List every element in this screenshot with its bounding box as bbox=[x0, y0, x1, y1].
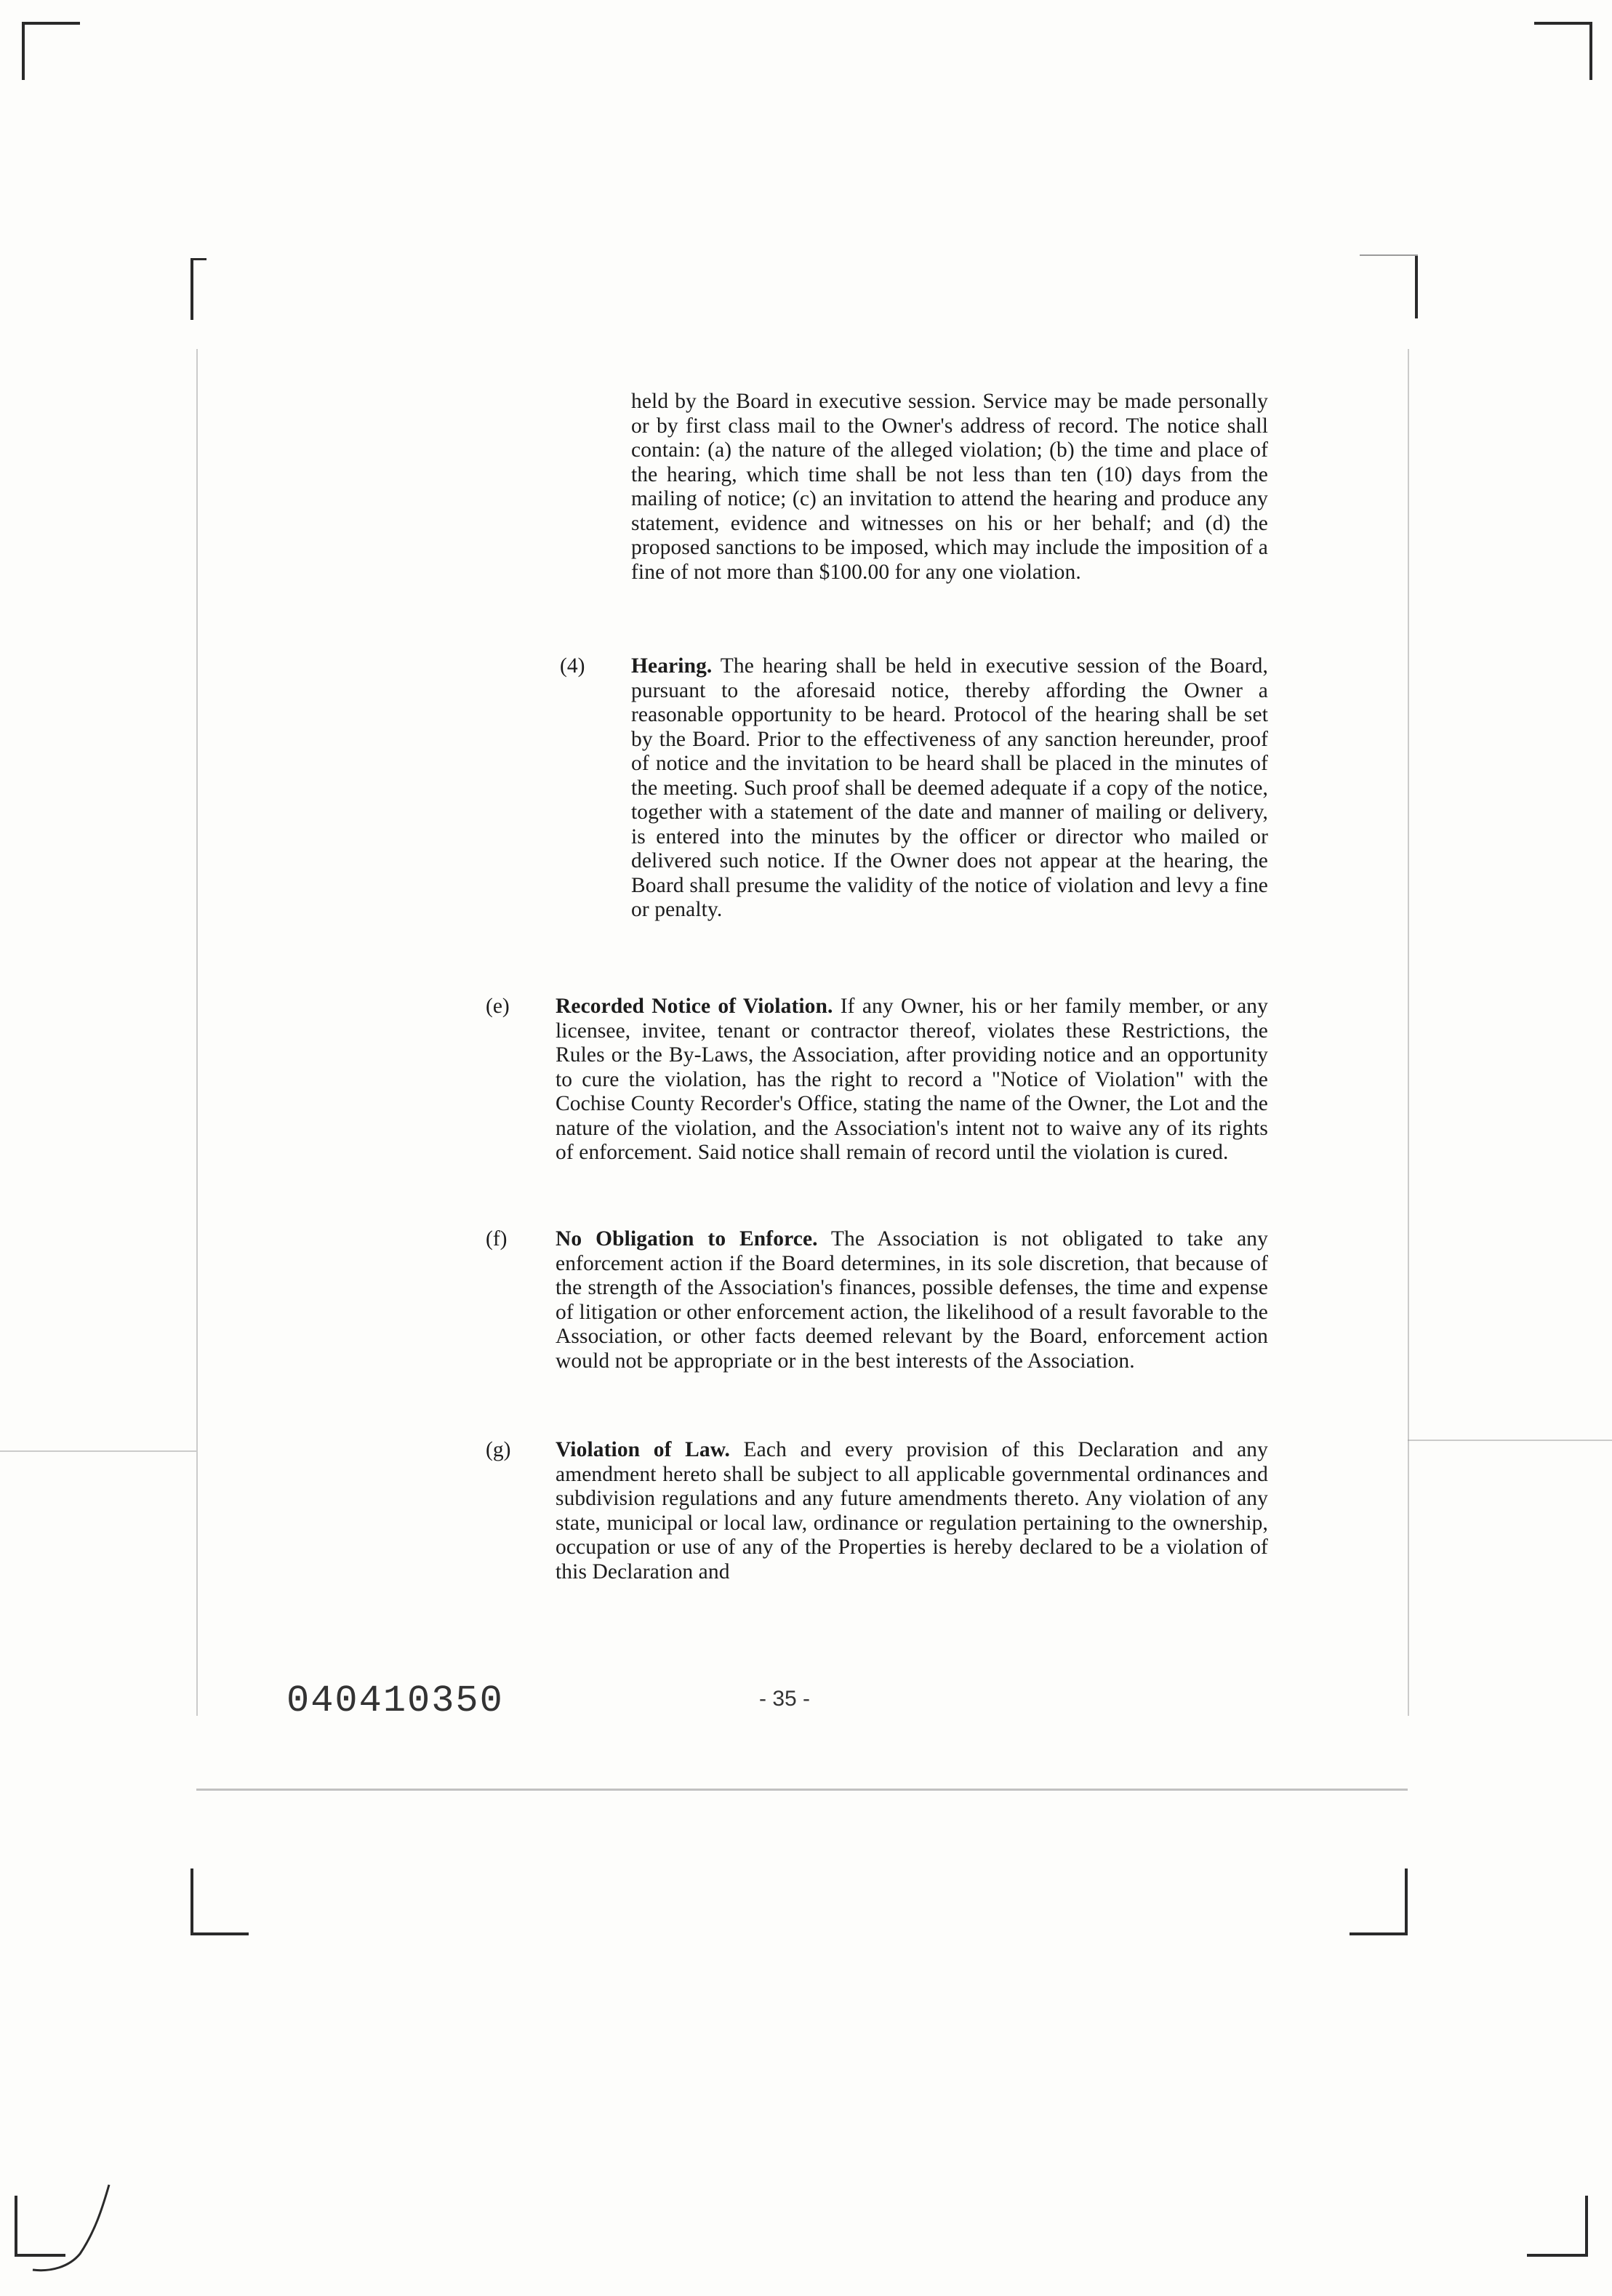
scan-edge-bottom bbox=[196, 1789, 1408, 1791]
scan-edge-left bbox=[196, 349, 198, 1716]
corner-mark-top-left-v bbox=[22, 22, 25, 80]
section-heading-hearing: Hearing. bbox=[631, 654, 713, 678]
section-body-no-obligation: The Association is not obligated to take any enforcement action if the Board determines, in its sole discretion, that because of the strength of the Association's finances, possible defenses, the time and expense of litigation or other enforcement action, the likelihood of a result favorable to the Association, or other facts deemed relevant by the Board, enforcement action would not be appropriate or in the best interests of the Association. bbox=[556, 1227, 1269, 1373]
scan-edge-right bbox=[1408, 349, 1409, 1716]
section-hearing bbox=[631, 654, 1268, 923]
inner-mark-top-right bbox=[1415, 254, 1418, 318]
corner-mark-bottom-right bbox=[1527, 2254, 1588, 2257]
corner-mark-bottom-right-v bbox=[1585, 2196, 1588, 2257]
corner-mark-top-left bbox=[22, 22, 80, 25]
section-violation-of-law bbox=[556, 1438, 1268, 1584]
section-heading-no-obligation: No Obligation to Enforce. bbox=[556, 1227, 818, 1251]
continuation-paragraph: held by the Board in executive session. Service may be made personally or by first class mail to the Owner's address of record. The notice shall contain: (a) the nature of the alleged violation; (b) the time and place of the hearing, which time shall be not less than ten (10) days from the mailing of notice; (c) an invitation to attend the hearing and produce any statement, evidence and witnesses on his or her behalf; and (d) the proposed sanctions to be imposed, which may include the imposition of a fine of not more than $100.00 for any one violation. bbox=[631, 390, 1268, 584]
section-body-hearing: The hearing shall be held in executive session of the Board, pursuant to the aforesaid notice, thereby affording the Owner a reasonable opportunity to be heard. Protocol of the hearing shall be set by the Board. Prior to the effectiveness of any sanction hereunder, proof of notice and the invitation to be heard shall be placed in the minutes of the meeting. Such proof shall be deemed adequate if a copy of the notice, together with a statement of the date and manner of mailing or delivery, is entered into the minutes by the officer or director who mailed or delivered such notice. If the Owner does not appear at the hearing, the Board shall presume the validity of the notice of violation and levy a fine or penalty. bbox=[631, 654, 1268, 921]
page-number: - 35 - bbox=[759, 1687, 811, 1711]
section-body-violation-of-law: Each and every provision of this Declaration and any amendment hereto shall be subject to all applicable governmental ordinances and subdivision regulations and any future amendments thereto. Any violation of any state, municipal or local law, ordinance or regulation pertaining to the ownership, occupation or use of any of the Properties is hereby declared to be a violation of this Declaration and bbox=[556, 1438, 1269, 1583]
section-label-recorded-notice: (e) bbox=[486, 995, 510, 1018]
document-number: 040410350 bbox=[286, 1679, 504, 1722]
section-label-no-obligation: (f) bbox=[486, 1227, 508, 1251]
inner-mark-top-left-tick bbox=[191, 258, 206, 260]
scan-edge-mid-left bbox=[0, 1450, 196, 1452]
section-no-obligation bbox=[556, 1227, 1268, 1373]
section-label-violation-of-law: (g) bbox=[486, 1438, 511, 1461]
inner-mark-bottom-right bbox=[1405, 1868, 1408, 1935]
handwritten-mark bbox=[29, 2181, 131, 2276]
section-heading-recorded-notice: Recorded Notice of Violation. bbox=[556, 995, 833, 1018]
corner-mark-bottom-left-v bbox=[15, 2196, 17, 2257]
section-label-hearing: (4) bbox=[560, 654, 585, 678]
inner-mark-bottom-left-h bbox=[191, 1932, 249, 1935]
section-body-recorded-notice: If any Owner, his or her family member, or any licensee, invitee, tenant or contractor thereof, violates these Restrictions, the Rules or the By-Laws, the Association, after providing notice and an opportunity to cure the violation, has the right to record a "Notice of Violation" with the Cochise County Recorder's Office, stating the name of the Owner, the Lot and the nature of the violation, and the Association's intent not to waive any of its rights of enforcement. Said notice shall remain of record until the violation is cured. bbox=[556, 995, 1268, 1164]
scan-edge-mid-right bbox=[1408, 1440, 1612, 1441]
inner-mark-top-right-h bbox=[1360, 254, 1418, 256]
corner-mark-top-right bbox=[1534, 22, 1592, 25]
section-recorded-notice bbox=[556, 995, 1268, 1165]
section-heading-violation-of-law: Violation of Law. bbox=[556, 1438, 730, 1461]
inner-mark-top-left bbox=[191, 258, 193, 320]
inner-mark-bottom-left bbox=[191, 1868, 193, 1935]
inner-mark-bottom-right-h bbox=[1350, 1932, 1408, 1935]
corner-mark-top-right-v bbox=[1589, 22, 1592, 80]
